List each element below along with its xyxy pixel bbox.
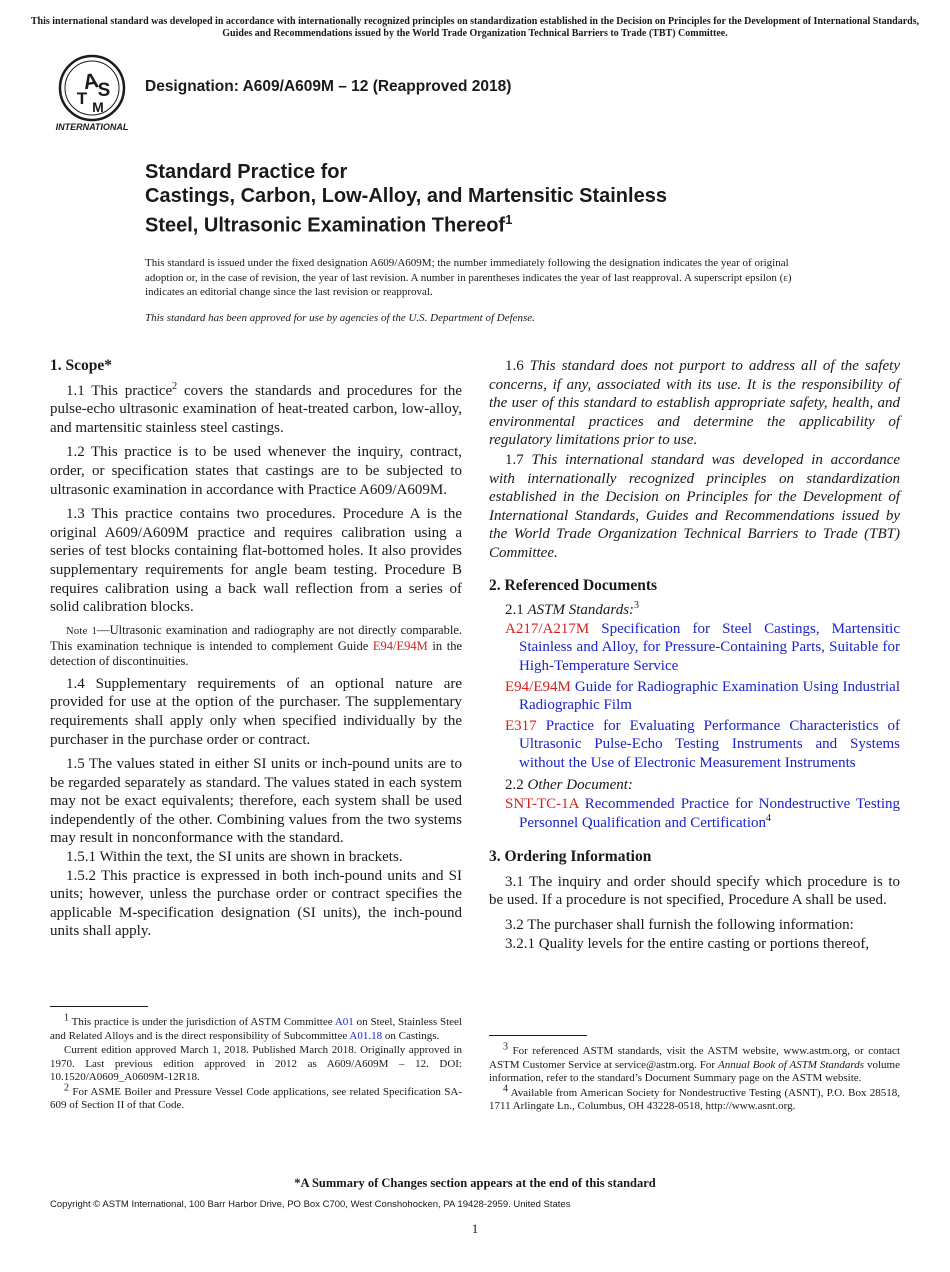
footnote-4 [489,1082,900,1114]
para-2-2 [489,776,900,795]
para-1-5: 1.5 The values stated in either SI units or inch-pound units are to be regarded separately as standard. The values stated in each system may not be exact equivalents; therefore, each system shall be used independently of the other. Combining values from the two systems may result in nonconformance with the standard. [50,756,462,847]
astm-standards-label: ASTM Standards: [527,602,635,619]
footnote-3-mark: 3 [503,1041,508,1053]
ref-code[interactable]: E317 [505,717,537,734]
footnote-1-mark: 1 [64,1012,69,1024]
ref-title[interactable]: Specification for Steel Castings, Martensitic Stainless and Alloy, for Pressure-Containing Parts, Suitable for High-Temperature Service [519,620,900,674]
footnote-ref-3: 3 [634,600,640,612]
footnote-1-text-a: This practice is under the jurisdiction of ASTM Committee [69,1016,335,1028]
right-column [489,357,900,959]
ref-title[interactable]: Practice for Evaluating Performance Characteristics of Ultrasonic Pulse-Echo Testing Instruments and Systems without the Use of Electronic Measurement Instruments [519,717,901,771]
international-standard-notice: This international standard was developed in accordance with internationally recognized principles on standardization established in the Decision on Principles for the Development of International Standards, Guides and Recommendations issued by the World Trade Organization Technical Barriers to Trade (TBT) Committee. [30,16,920,39]
footnote-2 [50,1081,462,1113]
summary-of-changes-note: *A Summary of Changes section appears at the end of this standard [294,1176,656,1190]
title-line-3 [145,208,845,238]
footnote-1-text-c: on Castings. [382,1029,440,1042]
svg-text:S: S [97,80,111,101]
footnote-4-text: Available from American Society for Nondestructive Testing (ASNT), P.O. Box 28518, 1711 Arlingate Ln., Columbus, OH 43228-0518, http://www.asnt.org. [489,1086,900,1112]
ref-code[interactable]: E94/E94M [505,678,571,695]
title-line-2: Castings, Carbon, Low-Alloy, and Martensitic Stainless [145,185,667,207]
para-2-2-num: 2.2 [505,777,528,794]
para-1-6 [489,357,900,450]
para-1-7-text: This international standard was developed in accordance with internationally recognized principles on standardization established in the Decision on Principles for the Development of International Standards, Guides and Recommendations issued by the World Trade Organization Technical Barriers to Trade (TBT) Committee. [489,451,901,561]
title-footnote-mark: 1 [505,212,513,227]
edition-info: Current edition approved March 1, 2018. Published March 2018. Originally approved in 1970. Last previous edition approved in 2012 as A609/A609M – 12. DOI: 10.1520/A0609_A0609M-12R18. [50,1044,462,1083]
footnote-3-text-b: volume information, refer to the standard’s Document Summary page on the ASTM website. [489,1058,900,1084]
note-1 [50,623,462,669]
footnote-1-text-b: on Steel, Stainless Steel and Related Alloys and is the direct responsibility of Subcommittee [50,1016,462,1042]
astm-logo-mark [52,54,136,132]
note-text-a: —Ultrasonic examination and radiography are not directly comparable. This examination technique is intended to complement Guide [50,622,462,653]
para-1-1-b: covers the standards and procedures for the pulse-echo ultrasonic examination of heat-treated carbon, low-alloy, and martensitic stainless steel castings. [50,382,463,436]
designation: Designation: A609/A609M – 12 (Reapproved 2018) [145,78,512,95]
svg-text:A: A [81,68,101,95]
link-a01[interactable]: A01 [334,1016,354,1028]
ref-item[interactable] [489,620,900,676]
left-column [50,357,462,947]
issued-note: This standard is issued under the fixed designation A609/A609M; the number immediately following the designation indicates the year of original adoption or, in the case of revision, the year of last revision. A number in parentheses indicates the year of last reapproval. A superscript epsilon (ε) indicates an editorial change since the last revision or reapproval. [145,257,792,298]
ref-code[interactable]: SNT-TC-1A [505,796,579,813]
ref-item-snt[interactable] [489,795,900,832]
footnotes-right [489,1041,900,1115]
footnote-4-mark: 4 [503,1082,508,1094]
section-heading-ordering: 3. Ordering Information [489,848,652,866]
ref-item[interactable] [489,717,900,773]
para-1-2: 1.2 This practice is to be used whenever the inquiry, contract, order, or specification states that castings are to be subjected to ultrasonic examination in accordance with Practice A609/A609M. [50,444,462,498]
section-heading-referenced: 2. Referenced Documents [489,576,658,594]
footnote-3 [489,1041,900,1086]
section-heading-scope: 1. Scope* [50,357,112,374]
other-document-label: Other Document: [527,777,633,794]
footnote-rule-left [50,1006,148,1007]
para-1-5-2: 1.5.2 This practice is expressed in both inch-pound units and SI units; however, unless the purchase order or contract specifies the applicable M-specification designation (SI units), the inch-pound units shall apply. [50,867,462,940]
para-3-2: 3.2 The purchaser shall furnish the following information: [505,917,854,934]
ref-item[interactable] [489,678,900,715]
link-a01-18[interactable]: A01.18 [349,1029,383,1042]
para-3-1: 3.1 The inquiry and order should specify which procedure is to be used. If a procedure is not specified, Procedure A shall be used. [489,873,900,909]
para-2-1 [489,601,900,620]
footnotes-left [50,1012,462,1114]
title-line-3-text: Steel, Ultrasonic Examination Thereof [145,214,506,237]
document-title [145,160,845,238]
para-1-1 [50,382,462,438]
note-text-b: in the detection of discontinuities. [50,638,462,668]
svg-text:INTERNATIONAL: INTERNATIONAL [55,122,129,132]
footnote-ref-4: 4 [766,812,772,824]
para-1-4: 1.4 Supplementary requirements of an optional nature are provided for use at the option of the purchaser. The supplementary requirements shall apply only when specified individually by the purchaser in the purchase order or contract. [50,675,462,748]
para-1-1-a: 1.1 This practice [66,382,173,399]
astm-logo [52,54,136,132]
page-number: 1 [471,1221,479,1236]
para-1-6-num: 1.6 [505,358,530,374]
link-e94[interactable]: E94/E94M [372,638,428,653]
note-label: Note 1 [66,625,98,637]
para-1-6-text: This standard does not purport to address all of the safety concerns, if any, associated with its use. It is the responsibility of the user of this standard to establish appropriate safety, health, and environmental practices and determine the applicability of regulatory limitations prior to use. [489,358,900,449]
para-2-1-num: 2.1 [505,602,528,619]
para-1-7 [489,451,900,563]
svg-text:T: T [76,89,88,108]
footnote-1 [50,1012,462,1043]
para-3-2-1: 3.2.1 Quality levels for the entire casting or portions thereof, [505,935,870,952]
title-line-1: Standard Practice for [145,161,348,183]
footnote-2-mark: 2 [64,1081,69,1093]
para-1-3: 1.3 This practice contains two procedures. Procedure A is the original A609/A609M practice and requires calibration using a series of test blocks containing flat-bottomed holes. It also provides supplementary requirements for angle beam testing. Procedure B requires calibration using a back wall reflection from a series of solid calibration blocks. [50,506,462,616]
para-1-7-num: 1.7 [505,451,532,468]
copyright-line: Copyright © ASTM International, 100 Barr Harbor Drive, PO Box C700, West Conshohocken, PA 19428-2959. United States [50,1199,571,1210]
footnote-3-text-a: For referenced ASTM standards, visit the ASTM website, www.astm.org, or contact ASTM Customer Service at service@astm.org. For [489,1045,900,1071]
footnote-2-text: For ASME Boiler and Pressure Vessel Code applications, see related Specification SA-609 of Section II of that Code. [50,1085,462,1111]
ref-title[interactable]: Recommended Practice for Nondestructive Testing Personnel Qualification and Certification [519,796,900,831]
svg-text:M: M [92,99,104,115]
footnote-ref-2: 2 [172,380,178,392]
dod-approval-note: This standard has been approved for use by agencies of the U.S. Department of Defense. [145,312,535,324]
footnote-rule-right [489,1035,587,1036]
para-1-5-1: 1.5.1 Within the text, the SI units are shown in brackets. [66,849,403,866]
ref-title[interactable]: Guide for Radiographic Examination Using Industrial Radiographic Film [519,678,901,714]
footnote-3-italic: Annual Book of ASTM Standards [718,1058,865,1071]
ref-code[interactable]: A217/A217M [505,620,590,637]
